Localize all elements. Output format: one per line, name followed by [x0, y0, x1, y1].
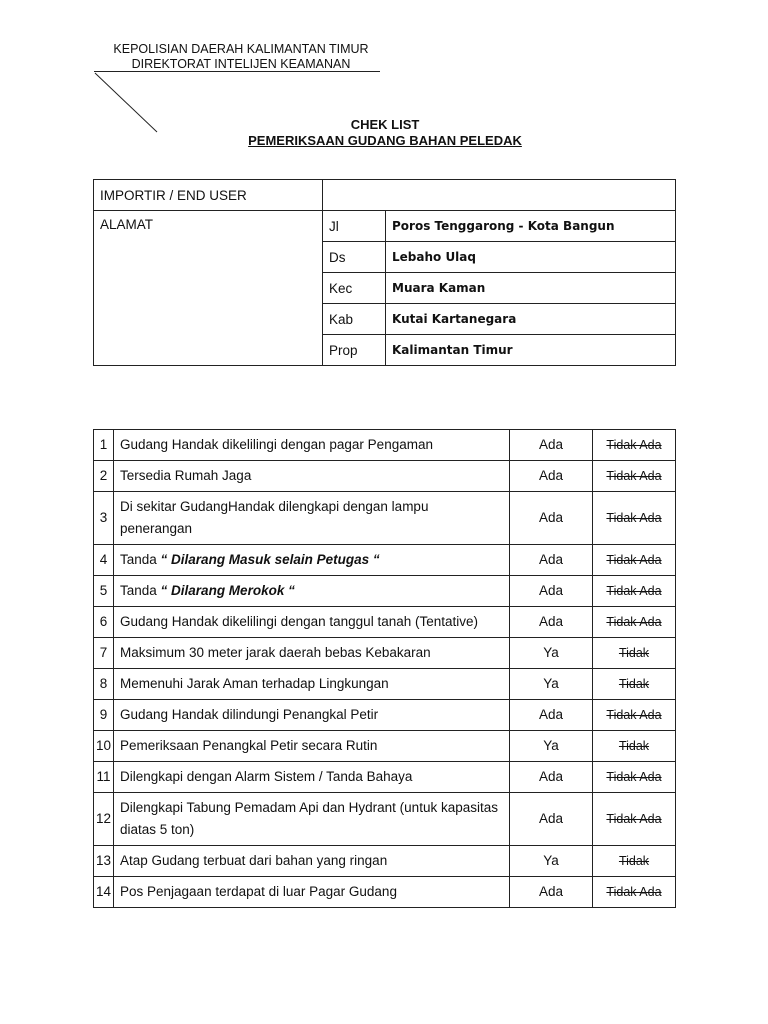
- item-text: Di sekitar GudangHandak dilengkapi dengan lampu penerangan: [120, 499, 429, 536]
- option-no-struck: Tidak Ada: [593, 576, 676, 607]
- item-description: [114, 492, 510, 545]
- item-text: Memenuhi Jarak Aman terhadap Lingkungan: [120, 676, 389, 691]
- option-yes: Ada: [510, 793, 593, 846]
- option-no-struck: Tidak: [593, 669, 676, 700]
- item-text: Tanda: [120, 552, 161, 567]
- item-text: Gudang Handak dilindungi Penangkal Petir: [120, 707, 379, 722]
- option-no-struck: Tidak: [593, 731, 676, 762]
- item-number: 7: [94, 638, 114, 669]
- checklist-row: [94, 731, 676, 762]
- item-description: [114, 430, 510, 461]
- item-text: Pos Penjagaan terdapat di luar Pagar Gudang: [120, 884, 397, 899]
- item-text: Dilengkapi Tabung Pemadam Api dan Hydrant (untuk kapasitas diatas 5 ton): [120, 800, 498, 837]
- address-value: Poros Tenggarong - Kota Bangun: [386, 211, 676, 242]
- item-number: 1: [94, 430, 114, 461]
- checklist-row: [94, 492, 676, 545]
- option-no-struck: Tidak Ada: [593, 545, 676, 576]
- item-text: Pemeriksaan Penangkal Petir secara Rutin: [120, 738, 378, 753]
- checklist-row: [94, 638, 676, 669]
- option-yes: Ya: [510, 638, 593, 669]
- checklist-row: [94, 545, 676, 576]
- importer-value: [323, 180, 676, 211]
- item-sign-text: “ Dilarang Merokok “: [160, 583, 295, 598]
- option-no-struck: Tidak Ada: [593, 461, 676, 492]
- item-number: 2: [94, 461, 114, 492]
- option-yes: Ada: [510, 877, 593, 908]
- address-key: Kec: [323, 273, 386, 304]
- address-key: Ds: [323, 242, 386, 273]
- address-row: [94, 211, 676, 242]
- checklist-row: [94, 846, 676, 877]
- item-number: 10: [94, 731, 114, 762]
- option-yes: Ada: [510, 492, 593, 545]
- item-text: Dilengkapi dengan Alarm Sistem / Tanda Bahaya: [120, 769, 413, 784]
- checklist-row: [94, 762, 676, 793]
- item-text: Maksimum 30 meter jarak daerah bebas Kebakaran: [120, 645, 431, 660]
- item-description: [114, 762, 510, 793]
- checklist-row: [94, 576, 676, 607]
- item-number: 9: [94, 700, 114, 731]
- option-no-struck: Tidak Ada: [593, 762, 676, 793]
- item-description: [114, 576, 510, 607]
- checklist-row: [94, 607, 676, 638]
- item-number: 8: [94, 669, 114, 700]
- option-yes: Ada: [510, 576, 593, 607]
- org-name: KEPOLISIAN DAERAH KALIMANTAN TIMUR: [113, 42, 369, 56]
- item-text: Tersedia Rumah Jaga: [120, 468, 252, 483]
- item-number: 5: [94, 576, 114, 607]
- item-description: [114, 731, 510, 762]
- item-description: [114, 877, 510, 908]
- importer-info-table: [93, 179, 676, 366]
- option-yes: Ada: [510, 700, 593, 731]
- importer-label: IMPORTIR / END USER: [94, 180, 323, 211]
- address-key: Kab: [323, 304, 386, 335]
- option-yes: Ada: [510, 545, 593, 576]
- option-no-struck: Tidak Ada: [593, 492, 676, 545]
- directorate-name: DIREKTORAT INTELIJEN KEAMANAN: [131, 57, 351, 71]
- item-number: 13: [94, 846, 114, 877]
- item-number: 11: [94, 762, 114, 793]
- address-value: Kutai Kartanegara: [386, 304, 676, 335]
- address-key: Jl: [323, 211, 386, 242]
- item-description: [114, 793, 510, 846]
- item-sign-text: “ Dilarang Masuk selain Petugas “: [160, 552, 380, 567]
- option-no-struck: Tidak Ada: [593, 793, 676, 846]
- checklist-row: [94, 669, 676, 700]
- checklist-row: [94, 461, 676, 492]
- item-text: Atap Gudang terbuat dari bahan yang ringan: [120, 853, 388, 868]
- option-yes: Ada: [510, 607, 593, 638]
- address-label: ALAMAT: [94, 211, 323, 366]
- item-number: 12: [94, 793, 114, 846]
- item-description: [114, 700, 510, 731]
- option-no-struck: Tidak Ada: [593, 700, 676, 731]
- address-value: Muara Kaman: [386, 273, 676, 304]
- option-yes: Ada: [510, 430, 593, 461]
- option-no-struck: Tidak Ada: [593, 877, 676, 908]
- option-no-struck: Tidak Ada: [593, 607, 676, 638]
- inspection-checklist-table: [93, 429, 676, 908]
- address-key: Prop: [323, 335, 386, 366]
- option-yes: Ada: [510, 762, 593, 793]
- option-yes: Ya: [510, 846, 593, 877]
- checklist-row: [94, 877, 676, 908]
- item-number: 6: [94, 607, 114, 638]
- address-value: Kalimantan Timur: [386, 335, 676, 366]
- item-description: [114, 846, 510, 877]
- document-subtitle: PEMERIKSAAN GUDANG BAHAN PELEDAK: [248, 133, 522, 148]
- item-description: [114, 669, 510, 700]
- item-description: [114, 545, 510, 576]
- item-number: 3: [94, 492, 114, 545]
- item-text: Gudang Handak dikelilingi dengan pagar Pengaman: [120, 437, 433, 452]
- item-number: 4: [94, 545, 114, 576]
- option-yes: Ya: [510, 731, 593, 762]
- item-description: [114, 638, 510, 669]
- option-no-struck: Tidak: [593, 638, 676, 669]
- option-no-struck: Tidak: [593, 846, 676, 877]
- document-title: CHEK LIST: [350, 117, 420, 132]
- address-value: Lebaho Ulaq: [386, 242, 676, 273]
- option-yes: Ada: [510, 461, 593, 492]
- importer-row: [94, 180, 676, 211]
- item-description: [114, 607, 510, 638]
- checklist-row: [94, 700, 676, 731]
- option-yes: Ya: [510, 669, 593, 700]
- checklist-row: [94, 430, 676, 461]
- item-description: [114, 461, 510, 492]
- checklist-row: [94, 793, 676, 846]
- item-number: 14: [94, 877, 114, 908]
- option-no-struck: Tidak Ada: [593, 430, 676, 461]
- item-text: Gudang Handak dikelilingi dengan tanggul tanah (Tentative): [120, 614, 479, 629]
- item-text: Tanda: [120, 583, 161, 598]
